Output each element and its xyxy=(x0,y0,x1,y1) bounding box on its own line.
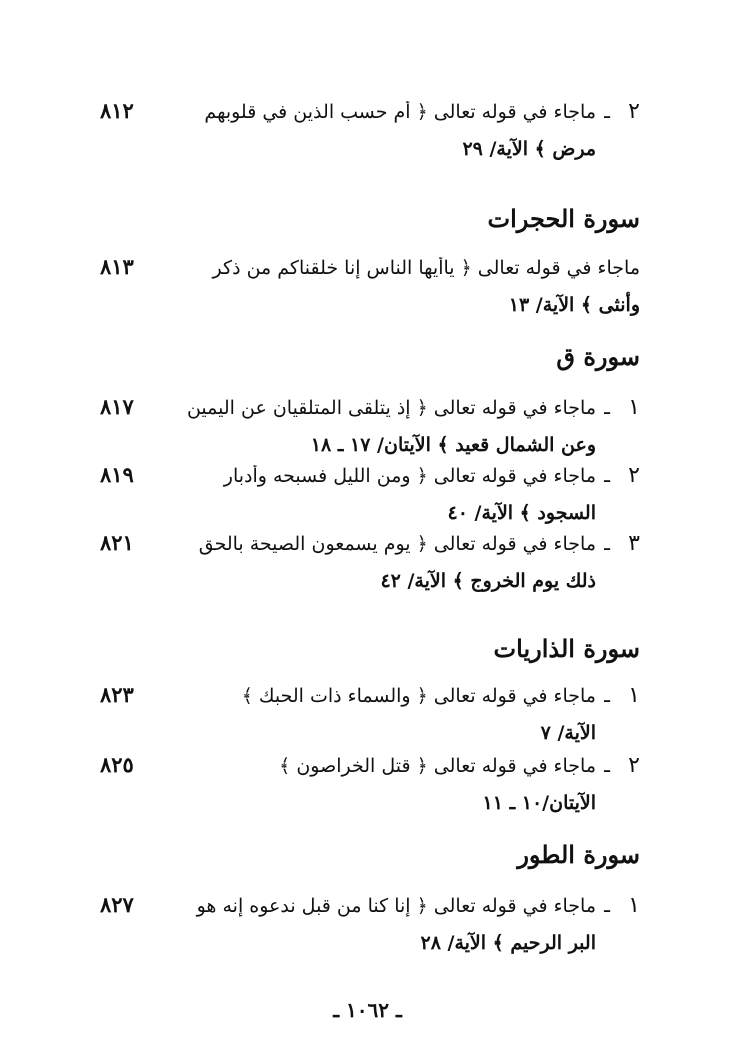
entry-text: ماجاء في قوله تعالى ﴿ أم حسب الذين في قلوبهم xyxy=(204,101,596,123)
index-entry xyxy=(100,394,640,468)
index-entry xyxy=(100,98,640,172)
entry-dash: ـ xyxy=(604,99,610,123)
entry-number: ١ xyxy=(628,395,640,420)
entry-text-continuation: الآية/ ٧ xyxy=(540,722,596,744)
entry-number: ١ xyxy=(628,893,640,918)
entry-page-number: ٨٢٥ xyxy=(100,752,134,777)
entry-page-number: ٨١٢ xyxy=(100,98,134,123)
entry-text-continuation: الآيتان/١٠ ـ ١١ xyxy=(482,792,596,814)
entry-number: ٢ xyxy=(628,753,640,778)
index-entry xyxy=(100,752,640,826)
entry-dash: ـ xyxy=(604,531,610,555)
entry-dash: ـ xyxy=(604,753,610,777)
entry-text: ماجاء في قوله تعالى ﴿ ياأيها الناس إنا خلقناكم من ذكر xyxy=(212,257,640,279)
page-number-footer: ـ ١٠٦٢ ـ xyxy=(333,998,402,1022)
entry-text-continuation: ذلك يوم الخروج ﴾ الآية/ ٤٢ xyxy=(380,570,596,592)
entry-text-continuation: وعن الشمال قعيد ﴾ الآيتان/ ١٧ ـ ١٨ xyxy=(310,434,596,456)
entry-text-continuation: البر الرحيم ﴾ الآية/ ٢٨ xyxy=(420,932,596,954)
entry-number: ٣ xyxy=(628,531,640,556)
index-entry xyxy=(100,462,640,536)
entry-page-number: ٨١٧ xyxy=(100,394,134,419)
index-entry xyxy=(100,254,640,328)
surah-heading: سورة الحجرات xyxy=(487,204,640,233)
index-entry xyxy=(100,682,640,756)
surah-heading: سورة ق xyxy=(556,342,640,371)
entry-text-continuation: السجود ﴾ الآية/ ٤٠ xyxy=(447,502,596,524)
index-entry xyxy=(100,530,640,604)
entry-number: ٢ xyxy=(628,99,640,124)
surah-heading: سورة الذاريات xyxy=(493,634,640,663)
entry-text-continuation: وأنثى ﴾ الآية/ ١٣ xyxy=(508,294,640,316)
entry-dash: ـ xyxy=(604,683,610,707)
surah-heading: سورة الطور xyxy=(517,840,640,869)
entry-page-number: ٨١٣ xyxy=(100,254,134,279)
entry-dash: ـ xyxy=(604,463,610,487)
entry-number: ١ xyxy=(628,683,640,708)
entry-dash: ـ xyxy=(604,893,610,917)
entry-page-number: ٨٢١ xyxy=(100,530,134,555)
index-entry xyxy=(100,892,640,966)
entry-text: ماجاء في قوله تعالى ﴿ قتل الخراصون ﴾ xyxy=(279,755,596,777)
entry-page-number: ٨٢٣ xyxy=(100,682,134,707)
entry-text: ماجاء في قوله تعالى ﴿ ومن الليل فسبحه وأدبار xyxy=(223,465,596,487)
entry-number: ٢ xyxy=(628,463,640,488)
entry-page-number: ٨٢٧ xyxy=(100,892,134,917)
entry-dash: ـ xyxy=(604,395,610,419)
entry-text: ماجاء في قوله تعالى ﴿ يوم يسمعون الصيحة بالحق xyxy=(198,533,596,555)
entry-text: ماجاء في قوله تعالى ﴿ والسماء ذات الحبك ﴾ xyxy=(241,685,596,707)
entry-text: ماجاء في قوله تعالى ﴿ إذ يتلقى المتلقيان عن اليمين xyxy=(186,397,596,419)
entry-text: ماجاء في قوله تعالى ﴿ إنا كنا من قبل ندعوه إنه هو xyxy=(196,895,596,917)
entry-page-number: ٨١٩ xyxy=(100,462,134,487)
entry-text-continuation: مرض ﴾ الآية/ ٢٩ xyxy=(462,138,596,160)
